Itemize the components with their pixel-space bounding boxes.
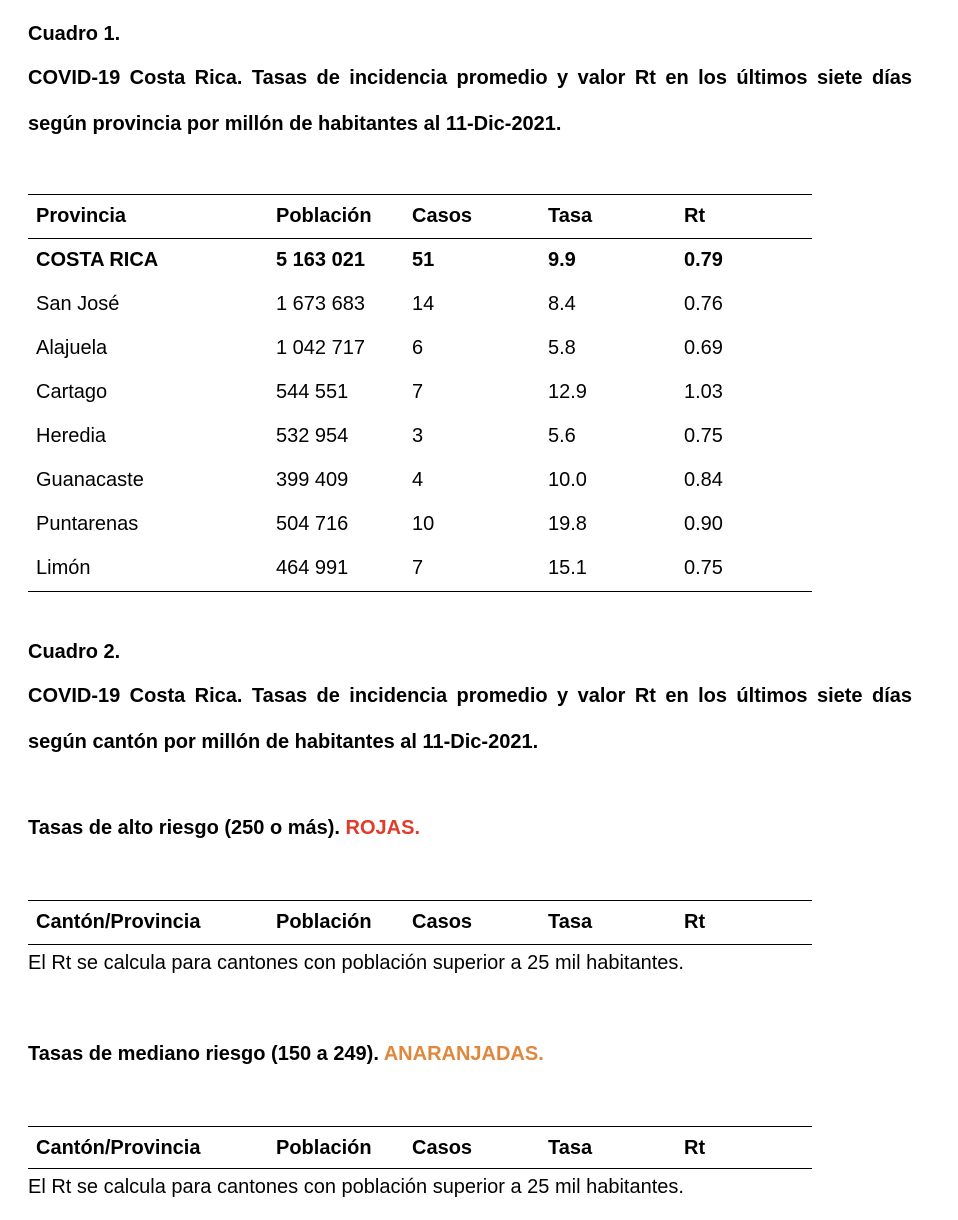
province-table [28, 194, 812, 592]
cell-casos: 6 [412, 337, 424, 359]
medium-risk-note: El Rt se calcula para cantones con población superior a 25 mil habitantes. [28, 1176, 684, 1198]
table-row-total [28, 238, 812, 282]
high-risk-label: Tasas de alto riesgo (250 o más). [28, 817, 340, 839]
medium-risk-label: Tasas de mediano riesgo (150 a 249). [28, 1043, 379, 1065]
cell-tasa: 5.8 [548, 337, 576, 359]
cell-rt: 0.75 [684, 557, 723, 579]
cell-casos: 7 [412, 381, 424, 403]
header-provincia: Provincia [36, 205, 127, 227]
header-poblacion: Población [276, 911, 372, 933]
cell-rt: 0.90 [684, 513, 723, 535]
header-poblacion: Población [276, 205, 372, 227]
medium-risk-heading [28, 1043, 544, 1066]
header-tasa: Tasa [548, 1137, 593, 1159]
cuadro1-caption-line2: según provincia por millón de habitantes al 11-Dic-2021. [28, 113, 562, 135]
header-tasa: Tasa [548, 205, 593, 227]
header-rt: Rt [684, 911, 706, 933]
table-row [28, 502, 812, 546]
cuadro1-caption-line1: COVID-19 Costa Rica. Tasas de incidencia promedio y valor Rt en los últimos siete días [28, 67, 912, 89]
table-row [28, 546, 812, 590]
cell-casos: 3 [412, 425, 424, 447]
table-row [28, 370, 812, 414]
cell-poblacion: 504 716 [276, 513, 349, 535]
header-casos: Casos [412, 911, 473, 933]
header-rt: Rt [684, 1137, 706, 1159]
cell-rt: 0.79 [684, 249, 723, 271]
header-poblacion: Población [276, 1137, 372, 1159]
medium-risk-table [28, 1126, 812, 1172]
cell-provincia: Alajuela [36, 337, 108, 359]
header-casos: Casos [412, 1137, 473, 1159]
cell-poblacion: 1 673 683 [276, 293, 365, 315]
cuadro2-label: Cuadro 2. [28, 641, 121, 663]
high-risk-table [28, 900, 812, 946]
cell-provincia: San José [36, 293, 120, 315]
header-tasa: Tasa [548, 911, 593, 933]
cell-tasa: 12.9 [548, 381, 587, 403]
table-header-row [28, 900, 812, 944]
cell-tasa: 15.1 [548, 557, 587, 579]
cell-casos: 14 [412, 293, 435, 315]
cuadro2-caption-line1: COVID-19 Costa Rica. Tasas de incidencia promedio y valor Rt en los últimos siete días [28, 685, 912, 707]
cell-provincia: Limón [36, 557, 91, 579]
table-row [28, 282, 812, 326]
cell-provincia: Puntarenas [36, 513, 139, 535]
table-header-rule [28, 944, 812, 945]
table-row [28, 326, 812, 370]
cell-poblacion: 1 042 717 [276, 337, 365, 359]
cell-rt: 0.76 [684, 293, 723, 315]
cell-provincia: Cartago [36, 381, 108, 403]
cell-poblacion: 399 409 [276, 469, 349, 491]
cell-tasa: 5.6 [548, 425, 576, 447]
table-row [28, 414, 812, 458]
table-header-row [28, 1126, 812, 1170]
cell-rt: 0.75 [684, 425, 723, 447]
cell-poblacion: 544 551 [276, 381, 349, 403]
cell-casos: 10 [412, 513, 435, 535]
cell-tasa: 19.8 [548, 513, 587, 535]
header-canton-provincia: Cantón/Provincia [36, 1137, 201, 1159]
cell-poblacion: 464 991 [276, 557, 349, 579]
cell-poblacion: 5 163 021 [276, 249, 365, 271]
cell-provincia: Guanacaste [36, 469, 144, 491]
high-risk-heading [28, 817, 420, 840]
cell-tasa: 8.4 [548, 293, 576, 315]
high-risk-color-word: ROJAS. [345, 817, 421, 839]
cell-casos: 4 [412, 469, 424, 491]
cuadro1-label: Cuadro 1. [28, 23, 121, 45]
table-header-rule [28, 1168, 812, 1169]
header-casos: Casos [412, 205, 473, 227]
medium-risk-color-word: ANARANJADAS. [383, 1043, 544, 1065]
table-bottom-rule [28, 591, 812, 592]
cell-rt: 0.69 [684, 337, 723, 359]
cell-tasa: 10.0 [548, 469, 587, 491]
header-canton-provincia: Cantón/Provincia [36, 911, 201, 933]
cell-casos: 51 [412, 249, 435, 271]
table-row [28, 458, 812, 502]
header-rt: Rt [684, 205, 706, 227]
table-header-row [28, 194, 812, 238]
cell-tasa: 9.9 [548, 249, 576, 271]
cell-rt: 1.03 [684, 381, 723, 403]
cell-rt: 0.84 [684, 469, 723, 491]
cell-poblacion: 532 954 [276, 425, 349, 447]
cell-casos: 7 [412, 557, 424, 579]
high-risk-note: El Rt se calcula para cantones con población superior a 25 mil habitantes. [28, 952, 684, 974]
cell-provincia: Heredia [36, 425, 107, 447]
cell-provincia: COSTA RICA [36, 249, 159, 271]
cuadro2-caption-line2: según cantón por millón de habitantes al 11-Dic-2021. [28, 731, 539, 753]
